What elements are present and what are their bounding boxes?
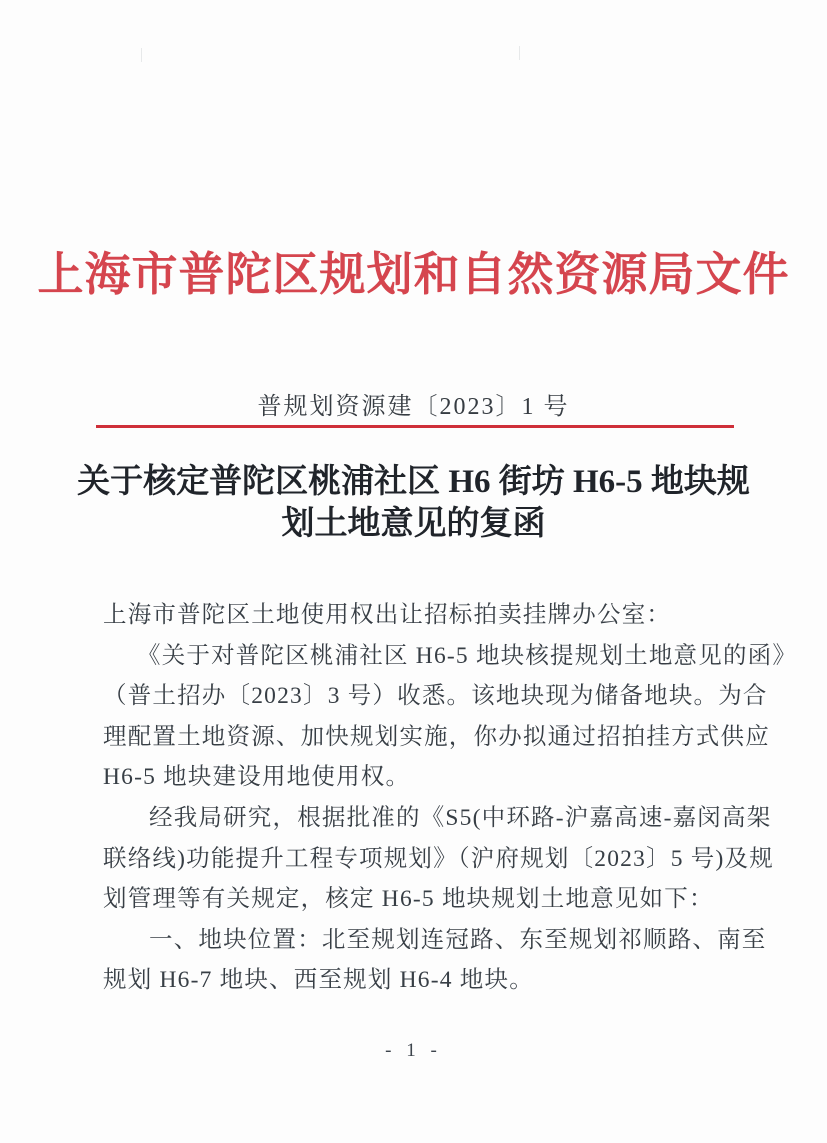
body-line-recipient: 上海市普陀区土地使用权出让招标拍卖挂牌办公室： xyxy=(103,602,672,628)
document-number: 普规划资源建〔2023〕1 号 xyxy=(257,394,570,420)
body-line: H6-5 地块建设用地使用权。 xyxy=(103,764,411,791)
body-line: 理配置土地资源、加快规划实施，你办拟通过招拍挂方式供应 xyxy=(103,723,770,750)
red-divider-line xyxy=(96,425,734,428)
document-title-line-1: 关于核定普陀区桃浦社区 H6 街坊 H6-5 地块规 xyxy=(77,464,750,500)
page-number: - 1 - xyxy=(385,1040,442,1061)
document-title xyxy=(0,461,827,545)
document-title-line-2: 划土地意见的复函 xyxy=(281,506,546,542)
agency-letterhead-title: 上海市普陀区规划和自然资源局文件 xyxy=(37,249,790,300)
scan-artifact xyxy=(141,48,142,62)
body-line: 经我局研究，根据批准的《S5(中环路-沪嘉高速-嘉闵高架 xyxy=(149,804,772,831)
body-line: 一、地块位置：北至规划连冠路、东至规划祁顺路、南至 xyxy=(149,926,767,953)
body-line: 联络线)功能提升工程专项规划》（沪府规划〔2023〕5 号)及规 xyxy=(103,845,774,872)
body-line: 划管理等有关规定，核定 H6-5 地块规划土地意见如下： xyxy=(103,886,714,913)
body-line: 规划 H6-7 地块、西至规划 H6-4 地块。 xyxy=(103,967,534,994)
body-line: 《关于对普陀区桃浦社区 H6-5 地块核提规划土地意见的函》 xyxy=(137,642,798,669)
scan-artifact xyxy=(519,46,520,60)
body-line: （普土招办〔2023〕3 号）收悉。该地块现为储备地块。为合 xyxy=(103,683,768,710)
document-body xyxy=(103,595,798,1001)
